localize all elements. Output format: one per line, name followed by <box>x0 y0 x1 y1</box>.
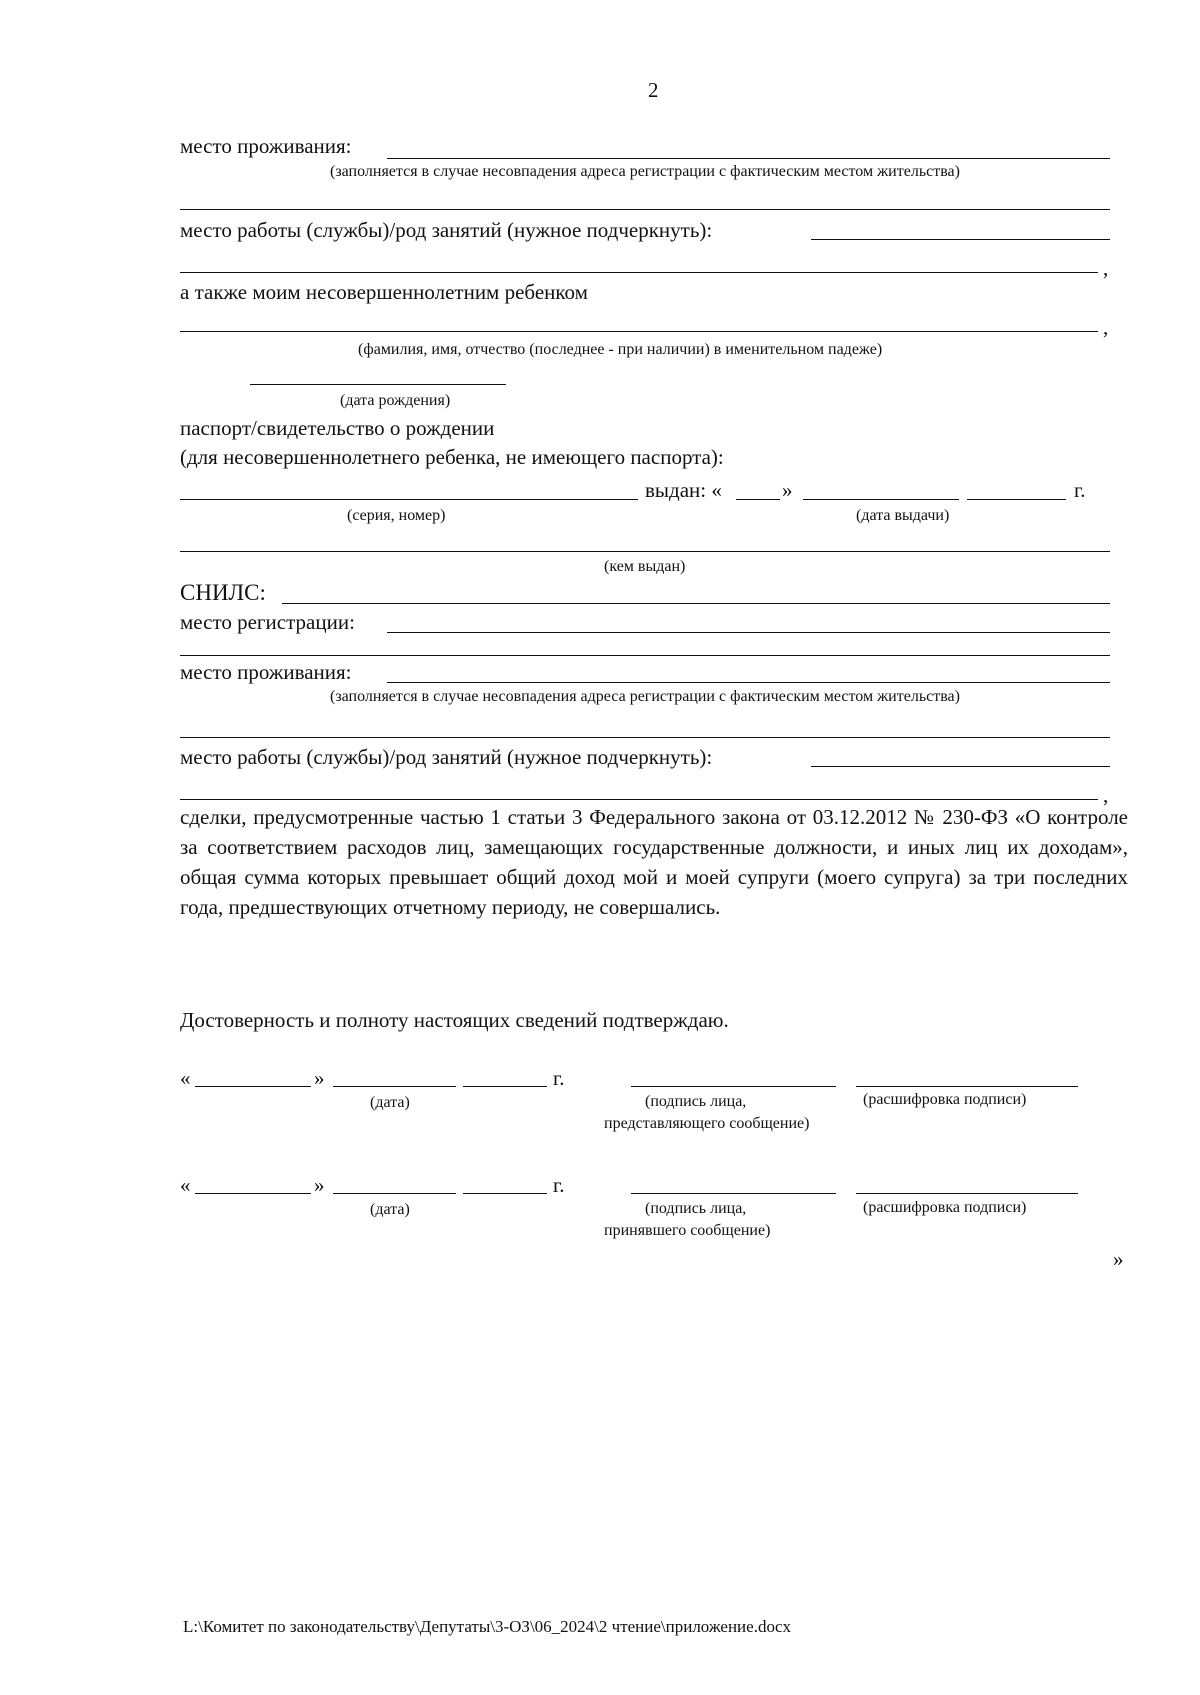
residence-label: место проживания: <box>180 134 352 158</box>
child-work-field-continued[interactable] <box>180 799 1098 800</box>
signature-field[interactable] <box>631 1193 836 1194</box>
page-number: 2 <box>648 78 659 102</box>
date-year-field[interactable] <box>463 1193 547 1194</box>
passport-note: (для несовершеннолетнего ребенка, не имеющего паспорта): <box>180 445 724 469</box>
issue-day-field[interactable] <box>736 499 780 500</box>
residence-note: (заполняется в случае несовпадения адреса регистрации с фактическим местом жительства) <box>330 163 960 180</box>
decode-note: (расшифровка подписи) <box>863 1091 1027 1108</box>
confirmation-text: Достоверность и полноту настоящих сведений подтверждаю. <box>180 1008 729 1032</box>
child-residence-field-continued[interactable] <box>180 737 1110 738</box>
child-name-note: (фамилия, имя, отчество (последнее - при наличии) в именительном падеже) <box>358 341 883 358</box>
signature-field[interactable] <box>631 1086 836 1087</box>
signature-note-line1: (подпись лица, <box>645 1093 747 1110</box>
work-field-continued[interactable] <box>180 272 1098 273</box>
residence-field[interactable] <box>387 158 1110 159</box>
issue-year-field[interactable] <box>967 499 1066 500</box>
date-note: (дата) <box>370 1094 410 1111</box>
registration-label: место регистрации: <box>180 610 355 634</box>
signature-note-line1: (подпись лица, <box>645 1200 747 1217</box>
date-month-field[interactable] <box>333 1086 456 1087</box>
date-month-field[interactable] <box>333 1193 456 1194</box>
series-note: (серия, номер) <box>347 507 446 524</box>
statement-paragraph: сделки, предусмотренные частью 1 статьи 3 Федерального закона от 03.12.2012 № 230-ФЗ «О контроле за соответствием расходов лиц, замещающих государственные должности, и иных лиц их доходам», общая сумма которых превышает общий доход мой и моей супруги (моего супруга) за три последних года, предшествующих отчетному периоду, не совершались. <box>180 805 1128 919</box>
issued-close-quote: » <box>782 478 793 502</box>
child-name-field[interactable] <box>180 331 1098 332</box>
child-work-label: место работы (службы)/род занятий (нужное подчеркнуть): <box>180 745 713 769</box>
comma: , <box>1103 256 1109 280</box>
issuer-note: (кем выдан) <box>604 558 686 575</box>
snils-field[interactable] <box>282 603 1110 604</box>
residence-field-continued[interactable] <box>180 209 1110 210</box>
closing-quote: » <box>1113 1247 1124 1271</box>
date-day-field[interactable] <box>195 1086 311 1087</box>
date-open-quote: « <box>180 1066 191 1090</box>
registration-field[interactable] <box>387 632 1110 633</box>
decode-note: (расшифровка подписи) <box>863 1199 1027 1216</box>
year-suffix: г. <box>1074 478 1086 502</box>
comma: , <box>1103 315 1109 339</box>
issuer-field[interactable] <box>180 551 1110 552</box>
child-residence-note: (заполняется в случае несовпадения адреса регистрации с фактическим местом жительства) <box>330 688 960 705</box>
signature-note-line2: представляющего сообщение) <box>604 1115 810 1132</box>
passport-label: паспорт/свидетельство о рождении <box>180 416 495 440</box>
year-suffix: г. <box>553 1066 565 1090</box>
child-work-field[interactable] <box>811 766 1110 767</box>
registration-field-continued[interactable] <box>180 655 1110 656</box>
date-open-quote: « <box>180 1173 191 1197</box>
issue-date-note: (дата выдачи) <box>856 507 950 524</box>
child-residence-field[interactable] <box>387 682 1110 683</box>
signature-note-line2: принявшего сообщение) <box>604 1222 771 1239</box>
signature-decode-field[interactable] <box>856 1086 1078 1087</box>
footer-file-path: L:\Комитет по законодательству\Депутаты\3-ОЗ\06_2024\2 чтение\приложение.docx <box>183 1617 791 1636</box>
date-year-field[interactable] <box>463 1086 547 1087</box>
work-field[interactable] <box>811 239 1110 240</box>
child-intro: а также моим несовершеннолетним ребенком <box>180 280 588 304</box>
passport-series-field[interactable] <box>180 499 638 500</box>
issued-label: выдан: « <box>645 478 722 502</box>
date-note: (дата) <box>370 1201 410 1218</box>
year-suffix: г. <box>553 1173 565 1197</box>
date-close-quote: » <box>314 1173 325 1197</box>
work-label: место работы (службы)/род занятий (нужное подчеркнуть): <box>180 218 713 242</box>
child-residence-label: место проживания: <box>180 660 352 684</box>
birth-date-note: (дата рождения) <box>340 392 451 409</box>
issue-month-field[interactable] <box>803 499 959 500</box>
snils-label: СНИЛС: <box>180 580 266 605</box>
signature-decode-field[interactable] <box>856 1193 1078 1194</box>
comma: , <box>1103 783 1109 807</box>
date-close-quote: » <box>314 1066 325 1090</box>
birth-date-field[interactable] <box>250 384 506 385</box>
date-day-field[interactable] <box>195 1193 311 1194</box>
